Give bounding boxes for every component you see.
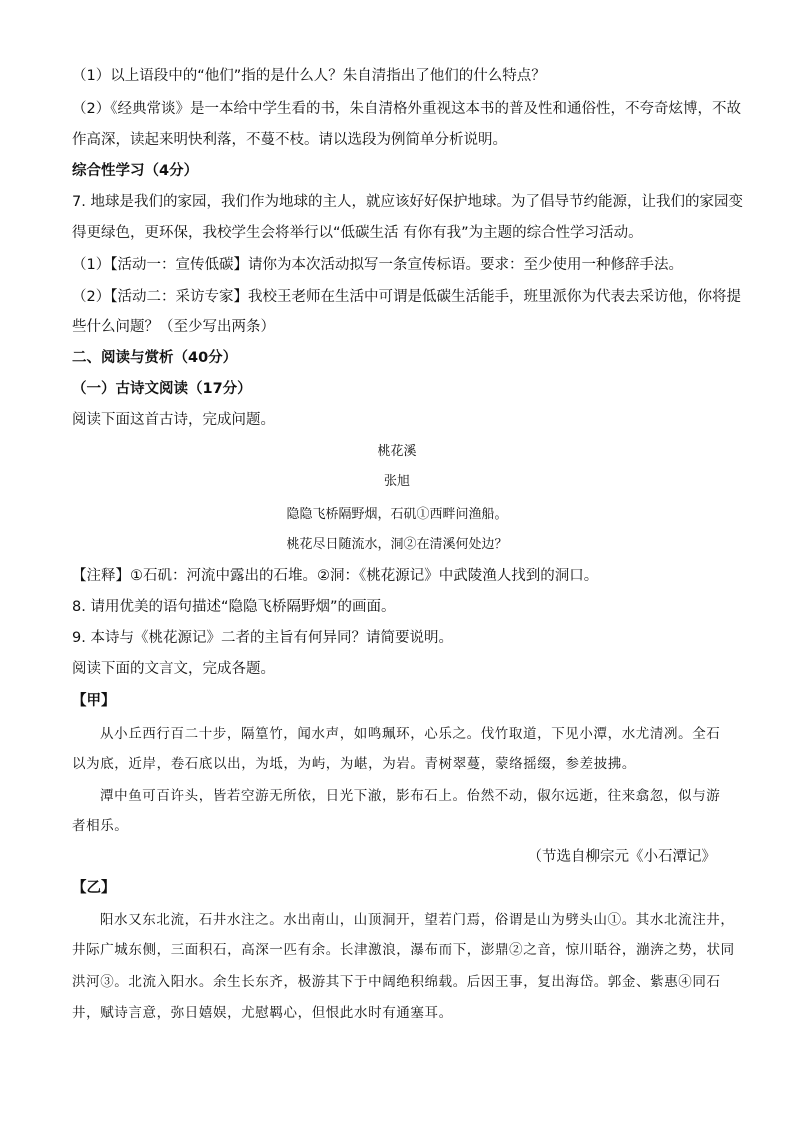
subsection-heading-poetry: （一）古诗文阅读（17分） bbox=[72, 381, 252, 397]
poem-title: 桃花溪 bbox=[377, 444, 417, 459]
poem-author: 张旭 bbox=[383, 474, 410, 489]
passage-jia-source: （节选自柳宗元《小石潭记》 bbox=[527, 849, 716, 865]
poem-instruction: 阅读下面这首古诗，完成问题。 bbox=[72, 412, 275, 428]
question-7-2-line-2: 些什么问题？（至少写出两条） bbox=[72, 319, 275, 335]
passage-yi-line: 井，赋诗言意，弥日嬉娱，尤慰羁心，但恨此水时有通塞耳。 bbox=[72, 1005, 453, 1021]
poem-annotation: 【注释】①石矶：河流中露出的石堆。②洞：《桃花源记》中武陵渔人找到的洞口。 bbox=[72, 568, 599, 584]
poem-line-1: 隐隐飞桥隔野烟，石矶①西畔问渔船。 bbox=[286, 507, 508, 522]
question-2-line-1: （2）《经典常谈》是一本给中学生看的书，朱自清格外重视这本书的普及性和通俗性，不夸奇炫博，不故 bbox=[72, 101, 741, 117]
poem-line-2: 桃花尽日随流水，洞②在清溪何处边？ bbox=[286, 537, 508, 552]
passage-jia-label: 【甲】 bbox=[72, 693, 116, 709]
passage-yi-line: 井际广城东侧，三面积石，高深一匹有余。长津激浪，瀑布而下，澎鼎②之音，惊川聒谷，漰渀之势，状同 bbox=[72, 942, 735, 958]
passage-jia-line: 从小丘西行百二十步，隔篁竹，闻水声，如鸣珮环，心乐之。伐竹取道，下见小潭，水尤清冽。全石 bbox=[100, 726, 721, 742]
passage-jia-line: 以为底，近岸，卷石底以出，为坻，为屿，为嵁，为岩。青树翠蔓，蒙络摇缀，参差披拂。 bbox=[72, 756, 636, 772]
section-heading-reading: 二、阅读与赏析（40分） bbox=[72, 350, 238, 366]
question-7-line-2: 得更绿色，更环保，我校学生会将举行以“低碳生活 有你有我”为主题的综合性学习活动。 bbox=[72, 225, 643, 241]
passage-yi-line: 阳水又东北流，石井水注之。水出南山，山顶洞开，望若门焉，俗谓是山为劈头山①。其水北流注井， bbox=[100, 912, 735, 928]
passage-jia-line: 潭中鱼可百许头，皆若空游无所依，日光下澈，影布石上。佁然不动，俶尔远逝，往来翕忽，似与游 bbox=[100, 788, 721, 804]
classical-text-instruction: 阅读下面的文言文，完成各题。 bbox=[72, 661, 275, 677]
section-heading-comprehensive: 综合性学习（4分） bbox=[72, 163, 199, 179]
question-1: （1）以上语段中的“他们”指的是什么人？朱自清指出了他们的什么特点？ bbox=[72, 68, 546, 84]
passage-yi-label: 【乙】 bbox=[72, 880, 116, 896]
question-7-1: （1）【活动一：宣传低碳】请你为本次活动拟写一条宣传标语。要求：至少使用一种修辞手法。 bbox=[72, 257, 683, 273]
question-8: 8. 请用优美的语句描述“隐隐飞桥隔野烟”的画面。 bbox=[72, 599, 396, 615]
passage-jia-line: 者相乐。 bbox=[72, 818, 129, 834]
passage-yi-line: 洪河③。北流入阳水。余生长东齐，极游其下于中阔绝积绵载。后因王事，复出海岱。郭金、紫惠④同石 bbox=[72, 974, 721, 990]
question-7-line-1: 7. 地球是我们的家园，我们作为地球的主人，就应该好好保护地球。为了倡导节约能源，让我们的家园变 bbox=[72, 194, 743, 210]
question-7-2-line-1: （2）【活动二：采访专家】我校王老师在生活中可谓是低碳生活能手，班里派你为代表去采访他，你将提 bbox=[72, 289, 741, 305]
question-9: 9. 本诗与《桃花源记》二者的主旨有何异同？请简要说明。 bbox=[72, 630, 453, 646]
question-2-line-2: 作高深，读起来明快利落，不蔓不枝。请以选段为例简单分析说明。 bbox=[72, 132, 507, 148]
